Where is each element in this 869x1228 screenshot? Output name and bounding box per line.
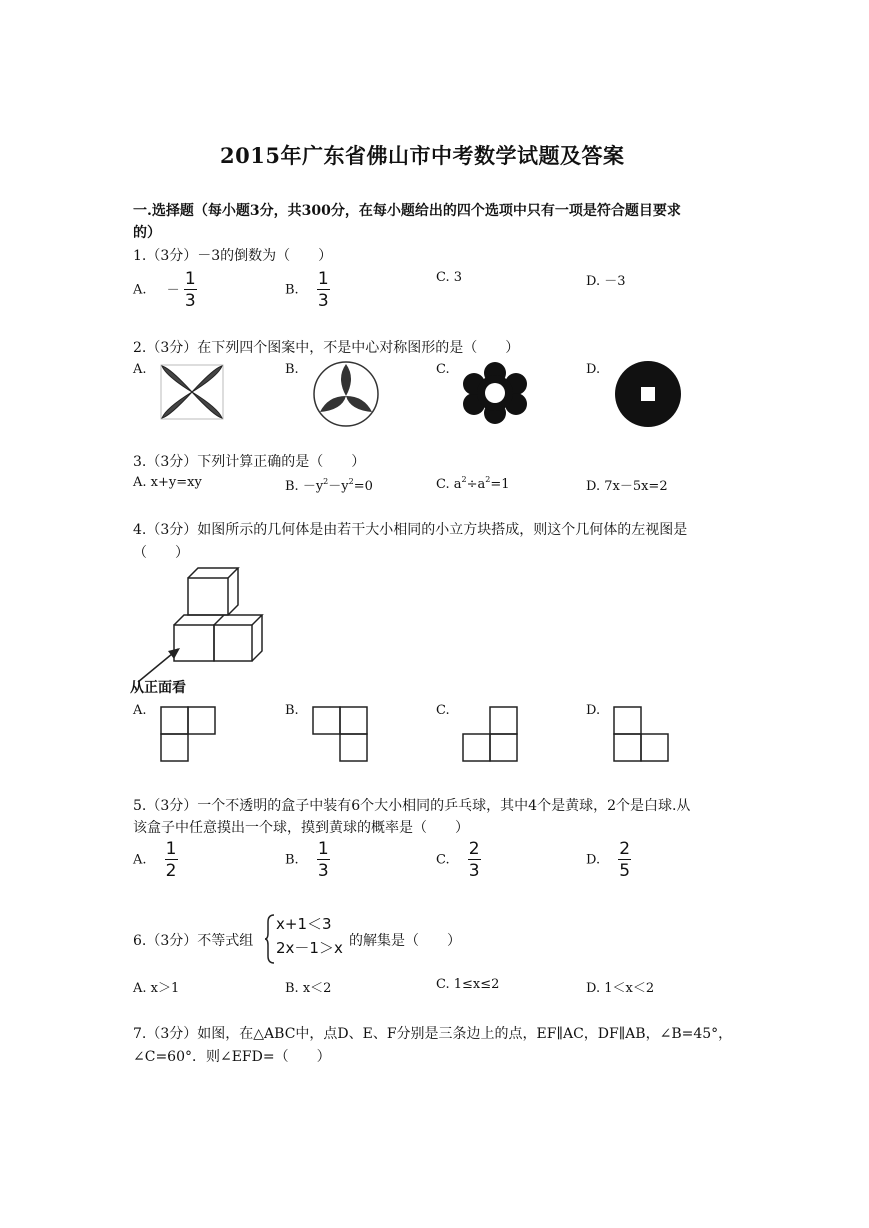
- q2-label-a: A.: [133, 362, 147, 377]
- q2-label-c: C.: [436, 362, 450, 377]
- q5-option-b: B. $\frac{1}{3}$: [285, 839, 329, 881]
- q4-caption: 从正面看: [130, 680, 186, 696]
- q6-stem-pre: 6.（3分）不等式组: [133, 933, 254, 949]
- q1-b-fraction: $\frac{1}{3}$: [317, 269, 329, 311]
- q4-option-a-figure: [160, 706, 218, 762]
- q4-option-c-figure: [462, 706, 520, 762]
- q2-figure-d: [612, 360, 684, 428]
- q5-option-a: A. $\frac{1}{2}$: [133, 839, 177, 881]
- q2-figure-b: [312, 360, 380, 428]
- q1-option-c: C. 3: [436, 270, 463, 285]
- q6-option-a: A. x＞1: [133, 981, 180, 996]
- q1-a-fraction: $\frac{1}{3}$: [184, 269, 196, 311]
- q5-option-c: C. $\frac{2}{3}$: [436, 839, 480, 881]
- q4-label-b: B.: [285, 703, 299, 718]
- q4-stem-line1: 4.（3分）如图所示的几何体是由若干大小相同的小立方块搭成，则这个几何体的左视图是: [133, 522, 688, 538]
- q6-option-b: B. x＜2: [285, 981, 332, 996]
- q4-label-d: D.: [586, 703, 601, 718]
- q2-label-b: B.: [285, 362, 299, 377]
- q7-stem-line2: ∠C=60°．则∠EFD=（ ）: [133, 1049, 331, 1065]
- q2-stem: 2.（3分）在下列四个图案中，不是中心对称图形的是（ ）: [133, 340, 520, 356]
- q4-cube-figure: [130, 564, 270, 686]
- q1-option-d: D. －3: [586, 274, 626, 289]
- q2-label-d: D.: [586, 362, 601, 377]
- q3-stem: 3.（3分）下列计算正确的是（ ）: [133, 454, 366, 470]
- section-heading-line1: 一.选择题（每小题3分，共300分，在每小题给出的四个选项中只有一项是符合题目要求: [133, 203, 681, 219]
- section-heading-line2: 的）: [133, 225, 161, 241]
- q6-system: [276, 912, 343, 960]
- q2-figure-c: [462, 362, 528, 424]
- q3-option-c: C. $a^2\div a^2=1$: [436, 475, 510, 492]
- q7-stem-line1: 7.（3分）如图，在△ABC中，点D、E、F分别是三条边上的点，EF∥AC，DF∥AB，∠B=45°，: [133, 1026, 733, 1042]
- q5-option-d: D. $\frac{2}{5}$: [586, 839, 631, 881]
- q1-b-label: B.: [285, 282, 299, 298]
- q1-a-label: A.: [133, 282, 147, 298]
- q6-option-d: D. 1＜x＜2: [586, 981, 655, 996]
- q6-stem-post: 的解集是（ ）: [349, 933, 461, 949]
- q1-option-a: [133, 270, 197, 310]
- q4-stem-line2: （ ）: [133, 545, 189, 561]
- q5-stem-line2: 该盒子中任意摸出一个球，摸到黄球的概率是（ ）: [133, 820, 469, 836]
- q4-label-a: A.: [133, 703, 147, 718]
- q4-option-d-figure: [613, 706, 671, 762]
- q6-inequality-1: x+1＜3: [276, 915, 332, 933]
- q6-brace: [264, 914, 276, 964]
- q6-inequality-2: 2x－1＞x: [276, 939, 343, 957]
- q5-stem-line1: 5.（3分）一个不透明的盒子中装有6个大小相同的乒乓球，其中4个是黄球，2个是白球.从: [133, 798, 691, 814]
- q3-option-d: D. 7x－5x=2: [586, 479, 668, 494]
- q4-option-b-figure: [312, 706, 370, 762]
- q1-a-sign: －: [166, 282, 180, 298]
- q2-figure-a: [160, 364, 224, 420]
- q1-stem: 1.（3分）－3的倒数为（ ）: [133, 248, 333, 264]
- q6-option-c: C. 1≤x≤2: [436, 977, 500, 992]
- q4-label-c: C.: [436, 703, 450, 718]
- page-title: 2015年广东省佛山市中考数学试题及答案: [220, 143, 625, 168]
- q3-option-a: A. x+y=xy: [133, 475, 202, 490]
- q3-option-b: B. $-y^2-y^2=0$: [285, 477, 373, 494]
- q1-option-b: [285, 270, 330, 310]
